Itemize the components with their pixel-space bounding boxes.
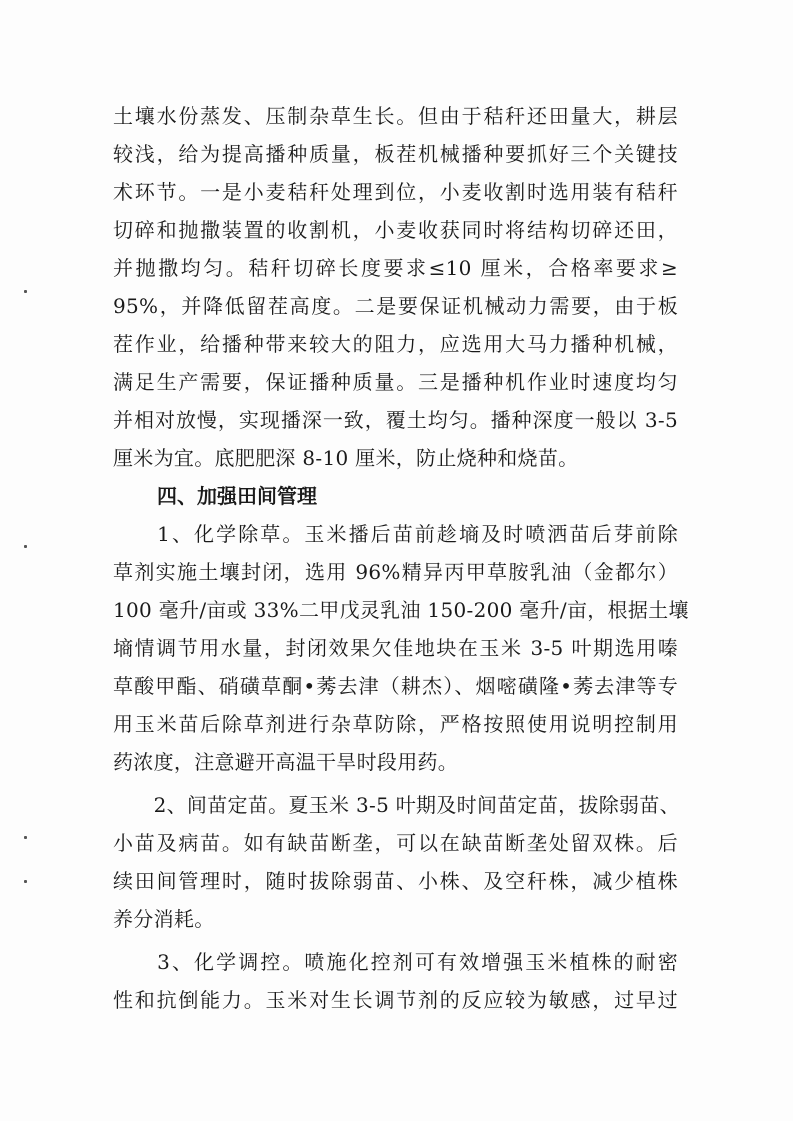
margin-mark (24, 545, 27, 548)
text-line: 养分消耗。 (113, 907, 215, 931)
paragraph-chemical-weeding (113, 515, 689, 781)
text-line: 药浓度，注意避开高温干旱时段用药。 (113, 750, 459, 774)
text-line: 并抛撒均匀。秸秆切碎长度要求≤10 厘米，合格率要求≥ (113, 256, 678, 280)
margin-mark (24, 290, 27, 293)
text-line: 厘米为宜。底肥肥深 8-10 厘米，防止烧种和烧苗。 (113, 446, 579, 470)
text-line: 草酸甲酯、硝磺草酮•莠去津（耕杰）、烟嘧磺隆•莠去津等专 (113, 674, 678, 698)
paragraph-chemical-control (113, 943, 678, 1019)
document-body (113, 97, 689, 1019)
text-line: 墒情调节用水量，封闭效果欠佳地块在玉米 3-5 叶期选用嗪 (113, 636, 678, 660)
text-line: 并相对放慢，实现播深一致，覆土均匀。播种深度一般以 3-5 (113, 408, 678, 432)
text-line: 性和抗倒能力。玉米对生长调节剂的反应较为敏感，过早过 (113, 988, 678, 1012)
text-line: 续田间管理时，随时拔除弱苗、小株、及空秆株，减少植株 (113, 869, 678, 893)
text-line: 草剂实施土壤封闭，选用 96%精异丙甲草胺乳油（金都尔） (113, 560, 678, 584)
text-line: 小苗及病苗。如有缺苗断垄，可以在缺苗断垄处留双株。后 (113, 831, 678, 855)
paragraph-sowing (113, 97, 678, 477)
section-heading: 四、加强田间管理 (157, 484, 317, 508)
text-line: 用玉米苗后除草剂进行杂草防除，严格按照使用说明控制用 (113, 712, 678, 736)
paragraph-thinning (113, 786, 678, 938)
text-line: 2、间苗定苗。夏玉米 3-5 叶期及时间苗定苗，拔除弱苗、 (113, 793, 680, 817)
text-line: 茬作业，给播种带来较大的阻力，应选用大马力播种机械， (113, 332, 678, 356)
margin-mark (24, 880, 27, 883)
text-line: 土壤水份蒸发、压制杂草生长。但由于秸秆还田量大，耕层 (113, 104, 678, 128)
margin-mark (24, 836, 27, 839)
text-line: 术环节。一是小麦秸秆处理到位，小麦收割时选用装有秸秆 (113, 180, 678, 204)
text-line: 满足生产需要，保证播种质量。三是播种机作业时速度均匀 (113, 370, 678, 394)
text-line: 较浅，给为提高播种质量，板茬机械播种要抓好三个关键技 (113, 142, 678, 166)
text-line: 1、化学除草。玉米播后苗前趁墒及时喷洒苗后芽前除 (113, 522, 678, 546)
text-line: 95%，并降低留茬高度。二是要保证机械动力需要，由于板 (113, 294, 678, 318)
text-line: 切碎和抛撒装置的收割机，小麦收获同时将结构切碎还田， (113, 218, 678, 242)
text-line: 100 毫升/亩或 33%二甲戊灵乳油 150-200 毫升/亩，根据土壤 (113, 598, 689, 622)
text-line: 3、化学调控。喷施化控剂可有效增强玉米植株的耐密 (113, 950, 678, 974)
